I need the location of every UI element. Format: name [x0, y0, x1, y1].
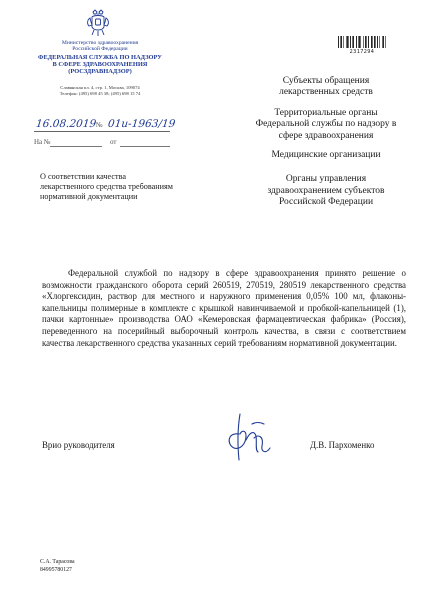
barcode-bar: [371, 36, 372, 48]
letter-subject: О соответствии качества лекарственного средства требованиям нормативной документации: [40, 172, 173, 202]
barcode-bar: [350, 36, 351, 48]
registration-line: [34, 118, 176, 134]
barcode-bar: [379, 36, 380, 48]
barcode-bars: [338, 36, 386, 48]
barcode-bar: [348, 36, 349, 48]
reference-date-label: от: [110, 138, 117, 146]
signer-name: Д.В. Пархоменко: [310, 440, 375, 450]
barcode-bar: [353, 36, 354, 48]
recipient-group-medical-organizations: Медицинские организации: [271, 150, 381, 161]
barcode-bar: [385, 36, 386, 48]
registration-number: 01и-1963/19: [107, 118, 176, 130]
service-address: Славянская пл. 4, стр. 1, Москва, 109074 Телефон: (495) 698 45 38; (495) 698 15 74: [59, 85, 141, 97]
barcode-bar: [343, 36, 344, 48]
barcode-bar: [359, 36, 360, 48]
barcode-bar: [383, 36, 384, 48]
signer-title: Врио руководителя: [42, 440, 115, 450]
barcode-bar: [338, 36, 339, 48]
barcode-bar: [375, 36, 376, 48]
registration-date: 16.08.2019: [35, 118, 97, 130]
barcode-bar: [365, 36, 366, 48]
barcode-bar: [372, 36, 373, 48]
barcode-bar: [346, 36, 347, 48]
barcode-bar: [382, 36, 383, 48]
reference-line: [34, 138, 170, 148]
barcode-bar: [358, 36, 359, 48]
barcode-bar: [352, 36, 353, 48]
barcode-bar: [374, 36, 375, 48]
reference-number-blank: [50, 146, 102, 147]
service-name: ФЕДЕРАЛЬНАЯ СЛУЖБА ПО НАДЗОРУ В СФЕРЕ ЗДРАВООХРАНЕНИЯ (РОСЗДРАВНАДЗОР): [38, 53, 162, 76]
barcode-bar: [341, 36, 342, 48]
barcode-number: 2317294: [349, 49, 375, 55]
barcode-bar: [360, 36, 361, 48]
executor-name: С.А. Тарасова: [40, 559, 75, 565]
handwritten-signature: [222, 410, 278, 464]
recipient-group-subjects: Субъекты обращения лекарственных средств: [279, 76, 373, 98]
barcode-bar: [347, 36, 348, 48]
reference-number-label: На №: [34, 138, 51, 146]
ministry-name: Министерство здравоохранения Российской Федерации: [61, 40, 139, 53]
barcode-bar: [368, 36, 369, 48]
barcode: [338, 36, 386, 55]
reference-date-blank: [120, 146, 170, 147]
registration-number-label: №: [96, 121, 103, 129]
barcode-bar: [340, 36, 341, 48]
letter-body: Федеральной службой по надзору в сфере здравоохранения принято решение о возможности гражданского оборота серий 260519, 270519, 280519 лекарственного средства «Хлоргексидин, раствор для местного и наружного применения 0,05% 100 мл, флаконы-капельницы полимерные в комплекте с крышкой навинчиваемой и пробкой-капельницей (1), пачки картонные» производства ОАО «Кемеровская фармацевтическая фабрика» (Россия), переведенного на посерийный выборочный контроль качества, в связи с соответствием качества лекарственного средства указанных серий требованиям нормативной документации.: [42, 268, 406, 348]
executor-info: [40, 559, 75, 574]
registration-underline: [34, 131, 170, 132]
recipients-block: [252, 76, 400, 218]
barcode-bar: [356, 36, 357, 48]
recipient-group-territorial-bodies: Территориальные органы Федеральной службы по надзору в сфере здравоохранения: [255, 107, 397, 141]
barcode-bar: [363, 36, 364, 48]
recipient-group-health-authorities: Органы управления здравоохранением субъектов Российской Федерации: [267, 174, 385, 208]
executor-phone: 84995780127: [40, 566, 72, 573]
barcode-bar: [366, 36, 367, 48]
barcode-bar: [377, 36, 378, 48]
double-headed-eagle-icon: [86, 8, 110, 38]
letterhead: [22, 40, 178, 97]
